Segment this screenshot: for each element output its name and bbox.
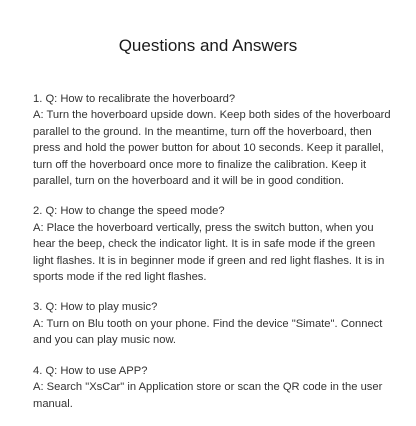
answer-text: A: Turn on Blu tooth on your phone. Find the device "Simate". Connect and you can play music now. — [33, 317, 383, 347]
question-text: 1. Q: How to recalibrate the hoverboard? — [33, 93, 236, 105]
qa-item-speed-mode — [33, 203, 395, 285]
question-text: 4. Q: How to use APP? — [33, 364, 148, 377]
qa-item-use-app — [33, 363, 395, 412]
answer-text: A: Place the hoverboard vertically, press the switch button, when you hear the beep, check the indicator light. It is in safe mode if the green light flashes. It is in beginner mode if green and red light flashes. It is in sports mode if the red light flashes. — [33, 221, 385, 284]
answer-text: A: Turn the hoverboard upside down. Keep both sides of the hoverboard parallel to the ground. In the meantime, turn off the hoverboard, then press and hold the power button for about 10 seconds. Keep it parallel, turn off the hoverboard once more to finalize the calibration. Keep it parallel, turn on the hoverboard and it will be in good condition. — [33, 109, 391, 188]
question-text: 3. Q: How to play music? — [33, 301, 158, 314]
page-title: Questions and Answers — [118, 36, 298, 55]
qa-item-play-music — [33, 299, 395, 348]
qa-list — [33, 91, 395, 426]
qa-item-recalibrate — [33, 91, 395, 189]
question-text: 2. Q: How to change the speed mode? — [33, 205, 225, 218]
answer-text: A: Search "XsCar" in Application store or scan the QR code in the user manual. — [33, 381, 383, 410]
